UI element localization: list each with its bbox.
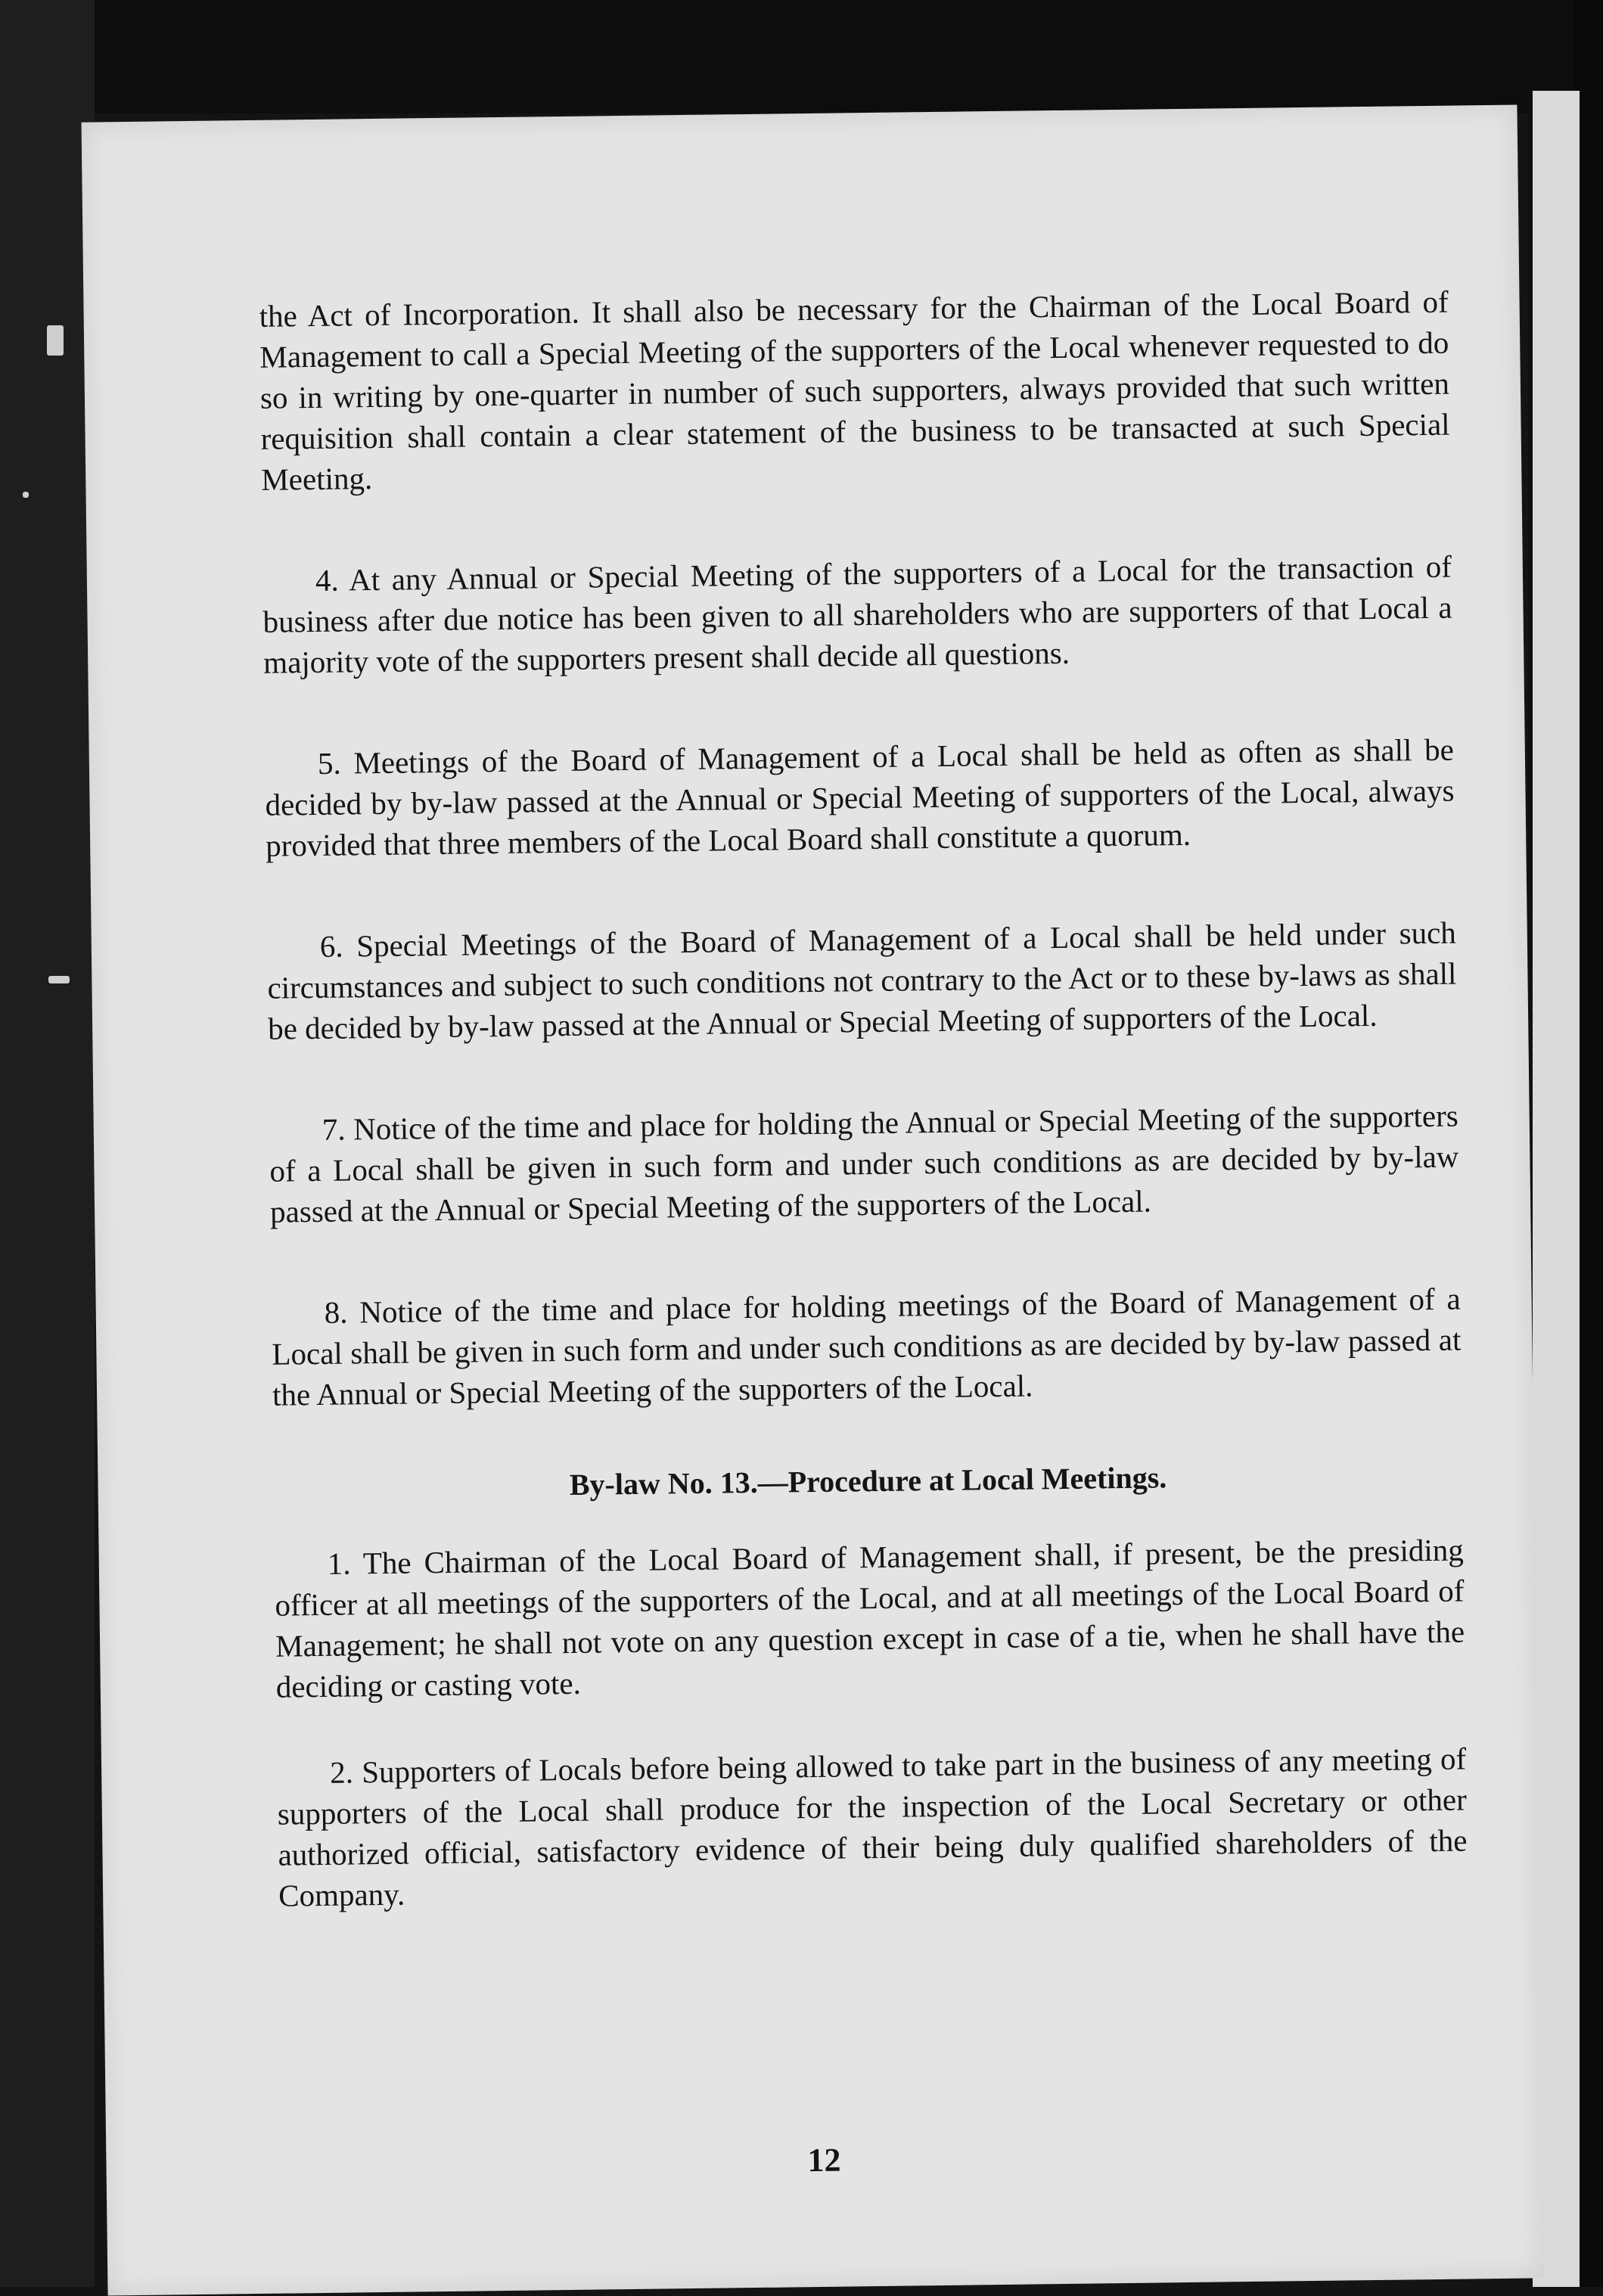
margin-artifact <box>48 976 70 983</box>
bylaw-13-clause-1: 1. The Chairman of the Local Board of Management shall, if present, be the presiding officer at all meetings of the supporters of the Local, and at all meetings of the Local Board of Management; he shall not vote on any question except in case of a tie, when he shall have the deciding or casting vote. <box>275 1532 1465 1704</box>
opening-paragraph: the Act of Incorporation. It shall also be necessary for the Chairman of the Local Board of Management to call a Special Meeting of the supporters of the Local whenever requested to do so in writing by one-quarter in number of such supporters, always provided that such written requisition shall contain a clear statement of the business to be transacted at such Special Meeting. <box>259 284 1450 497</box>
scan-background-top <box>0 0 1603 113</box>
section-8: 8. Notice of the time and place for holding meetings of the Board of Management of a Local shall be given in such form and under such conditions as are decided by by-law passed at the Annual or Special Meeting of the supporters of the Local. <box>272 1281 1462 1412</box>
section-6: 6. Special Meetings of the Board of Management of a Local shall be held under such circumstances and subject to such conditions not contrary to the Act or to these by-laws as shall be decided by by-law passed at the Annual or Special Meeting of supporters of the Local. <box>267 915 1457 1046</box>
margin-artifact <box>23 492 29 498</box>
section-7: 7. Notice of the time and place for holding the Annual or Special Meeting of the supporters of a Local shall be given in such form and under such conditions as are decided by by-law passed at the Annual or Special Meeting of the supporters of the Local. <box>269 1098 1459 1229</box>
document-page <box>82 105 1544 2296</box>
section-4: 4. At any Annual or Special Meeting of the supporters of a Local for the transaction of business after due notice has been given to all shareholders who are supporters of that Local a majority vote of the supporters present shall decide all questions. <box>263 548 1452 680</box>
section-5: 5. Meetings of the Board of Management of a Local shall be held as often as shall be decided by by-law passed at the Annual or Special Meeting of supporters of the Local, always provided that three members of the Local Board shall constitute a quorum. <box>265 732 1455 863</box>
bylaw-13-clause-2: 2. Supporters of Locals before being allowed to take part in the business of any meeting of supporters of the Local shall produce for the inspection of the Local Secretary or other authorized official, satisfactory evidence of their being duly qualified shareholders of the Company. <box>277 1741 1468 1913</box>
margin-artifact <box>47 325 64 356</box>
page-number: 12 <box>807 2141 841 2179</box>
bylaw-13-heading: By-law No. 13.—Procedure at Local Meetings. <box>569 1460 1167 1502</box>
page-body <box>259 281 1468 1916</box>
